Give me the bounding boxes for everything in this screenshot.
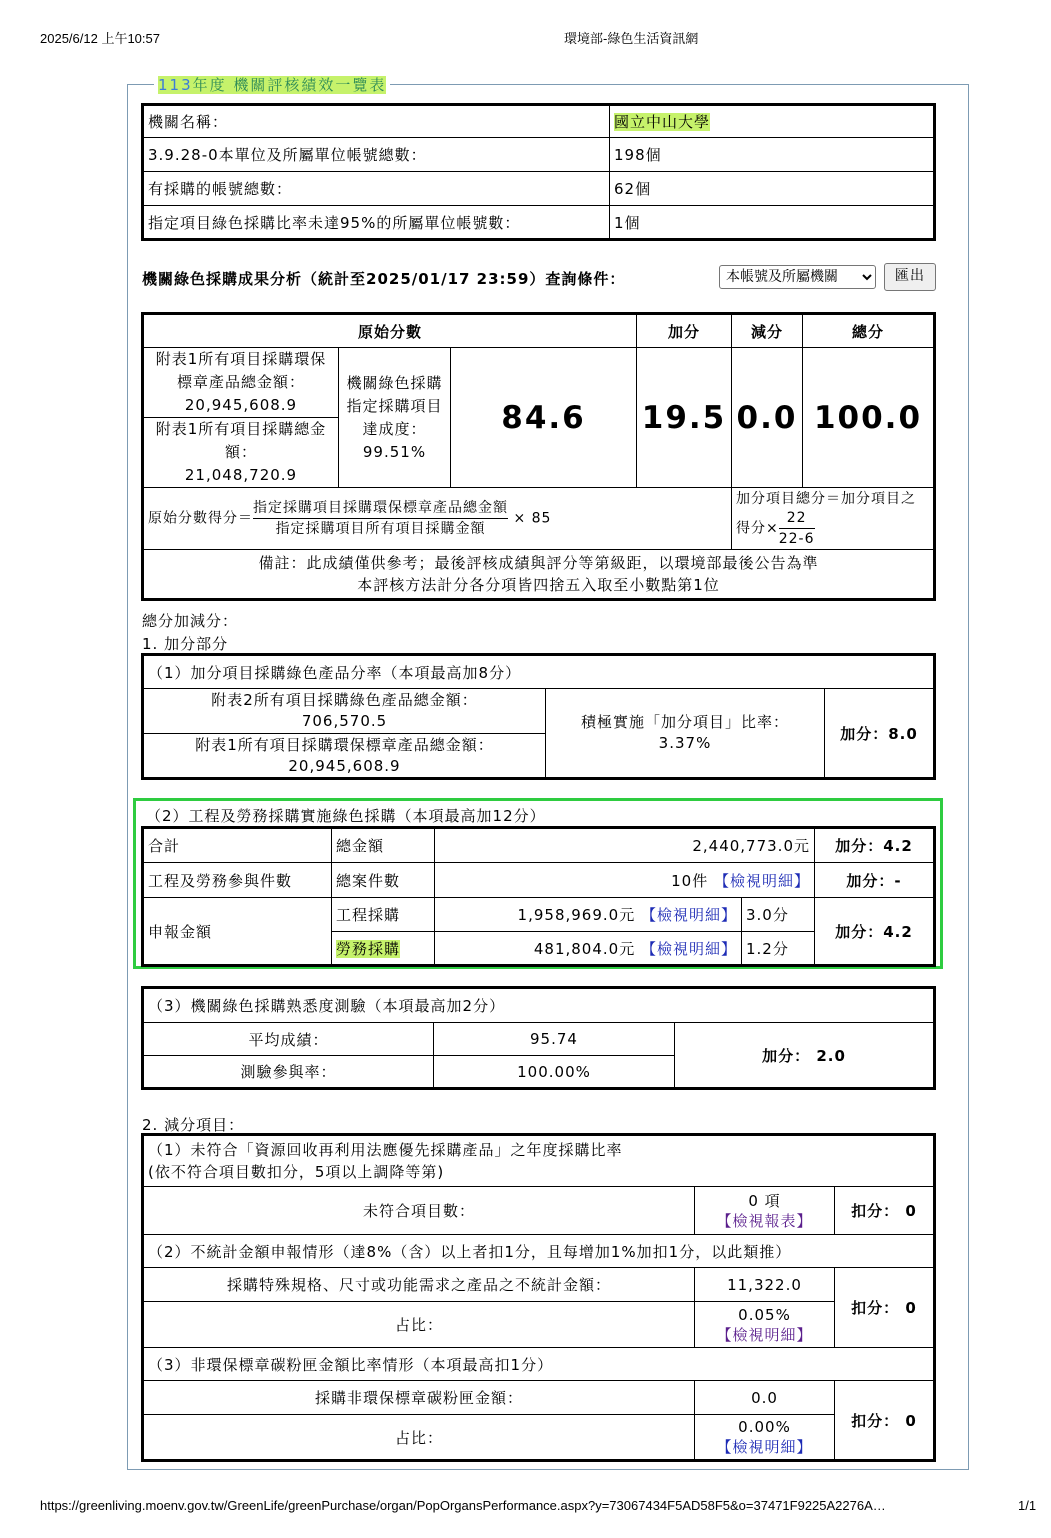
org-name-value: 國立中山大學 xyxy=(610,105,935,138)
add2-total-score: 加分：4.2 xyxy=(815,828,935,863)
sub2-detail-link[interactable]: 【檢視明細】 xyxy=(716,1325,813,1344)
add-score: 19.5 xyxy=(637,348,732,488)
sub3-amount-label: 採購非環保標章碳粉匣金額： xyxy=(143,1381,695,1415)
sub2-score: 扣分： 0 xyxy=(835,1268,935,1348)
print-page: 1/1 xyxy=(1018,1498,1037,1513)
add2-cases-score: 加分：- xyxy=(815,863,935,898)
add3-score: 加分： 2.0 xyxy=(675,1023,935,1089)
purchase-account-label: 有採購的帳號總數： xyxy=(143,172,610,206)
add2-engineering: 1,958,969.0元 【檢視明細】 xyxy=(435,898,742,932)
sub1-label: 未符合項目數： xyxy=(143,1187,695,1235)
add2-engineering-detail-link[interactable]: 【檢視明細】 xyxy=(640,906,737,924)
raw-score: 84.6 xyxy=(451,348,637,488)
add2-total-amount: 2,440,773.0元 xyxy=(435,828,815,863)
below95-label: 指定項目綠色採購比率未達95%的所屬單位帳號數： xyxy=(143,206,610,240)
add3-table xyxy=(141,986,936,1090)
add2-engineering-label: 工程採購 xyxy=(332,898,435,932)
query-condition-select[interactable] xyxy=(719,265,876,289)
add2-service: 481,804.0元 【檢視明細】 xyxy=(435,932,742,966)
add3-participation-label: 測驗參與率： xyxy=(143,1056,434,1089)
sub3-amount-value: 0.0 xyxy=(695,1381,835,1415)
purchase-account-value: 62個 xyxy=(610,172,935,206)
add-section-heading: 1. 加分部分 xyxy=(142,635,229,653)
sub-score: 0.0 xyxy=(732,348,803,488)
org-name-label: 機關名稱： xyxy=(143,105,610,138)
add2-table xyxy=(141,826,936,967)
deduction-table xyxy=(141,1133,936,1462)
add3-title: （3）機關綠色採購熟悉度測驗（本項最高加2分） xyxy=(143,988,935,1023)
add2-cases: 10件 【檢視明細】 xyxy=(435,863,815,898)
sub2-amount-label: 採購特殊規格、尺寸或功能需求之產品之不統計金額： xyxy=(143,1268,695,1302)
add2-total-label: 合計 xyxy=(143,828,332,863)
add3-avg-label: 平均成績： xyxy=(143,1023,434,1056)
add-header: 加分 xyxy=(637,314,732,348)
org-info-table xyxy=(141,103,936,241)
sub3-detail-link[interactable]: 【檢視明細】 xyxy=(716,1438,813,1456)
add2-service-points: 1.2分 xyxy=(742,932,815,966)
add2-cases-detail-link[interactable]: 【檢視明細】 xyxy=(713,871,810,890)
analysis-title: 機關綠色採購成果分析（統計至2025/01/17 23:59）查詢條件： xyxy=(142,270,626,288)
raw-score-header: 原始分數 xyxy=(143,314,637,348)
add2-title: （2）工程及勞務採購實施綠色採購（本項最高加12分） xyxy=(146,807,546,825)
raw-score-formula: 原始分數得分＝ $\frac{\text{指定採購項目採購環保標章產品總金額}}{\text{指定採購項目所有項目採購金額}}$ × 85 xyxy=(143,488,732,550)
add-score-formula: 加分項目總分＝加分項目之得分× $\frac{22}{22-6}$ xyxy=(732,488,935,550)
sub1-value: 0 項 【檢視報表】 xyxy=(695,1187,835,1235)
below95-value: 1個 xyxy=(610,206,935,240)
add3-avg-value: 95.74 xyxy=(434,1023,675,1056)
sub-header: 減分 xyxy=(732,314,803,348)
sub3-ratio-label: 占比： xyxy=(143,1415,695,1461)
add1-eco-amount: 附表1所有項目採購環保標章產品總金額： 20,945,608.9 xyxy=(143,734,546,779)
add1-ratio: 積極實施「加分項目」比率： 3.37% xyxy=(546,689,825,779)
add2-total-amount-label: 總金額 xyxy=(332,828,435,863)
sub1-title: （1）未符合「資源回收再利用法應優先採購產品」之年度採購比率 (依不符合項目數扣分，5項以上調降等第) xyxy=(143,1135,935,1187)
table1-eco-amount: 附表1所有項目採購環保標章產品總金額： 20,945,608.9 xyxy=(143,348,339,418)
sub2-title: （2）不統計金額申報情形（達8%（含）以上者扣1分，且每增加1%加扣1分，以此類推） xyxy=(143,1235,935,1268)
report-legend: 113年度 機關評核績效一覽表 xyxy=(154,74,390,95)
sub3-ratio-value: 0.00% 【檢視明細】 xyxy=(695,1415,835,1461)
print-datetime: 2025/6/12 上午10:57 xyxy=(40,31,160,46)
sub2-ratio-value: 0.05% 【檢視明細】 xyxy=(695,1302,835,1348)
sub3-score: 扣分： 0 xyxy=(835,1381,935,1461)
account-total-label: 3.9.28-0本單位及所屬單位帳號總數： xyxy=(143,138,610,172)
add2-declared-label: 申報金額 xyxy=(143,898,332,966)
add1-green-amount: 附表2所有項目採購綠色產品總金額： 706,570.5 xyxy=(143,689,546,734)
add1-table xyxy=(141,653,936,780)
sub2-ratio-label: 占比： xyxy=(143,1302,695,1348)
export-button[interactable]: 匯出 xyxy=(884,263,936,291)
add2-service-label: 勞務採購 xyxy=(332,932,435,966)
print-title: 環境部-綠色生活資訊網 xyxy=(564,31,699,46)
add2-engineering-points: 3.0分 xyxy=(742,898,815,932)
total-score: 100.0 xyxy=(803,348,935,488)
score-table xyxy=(141,312,936,601)
add2-service-detail-link[interactable]: 【檢視明細】 xyxy=(640,939,737,958)
table1-total-amount: 附表1所有項目採購總金額： 21,048,720.9 xyxy=(143,418,339,488)
sub3-title: （3）非環保標章碳粉匣金額比率情形（本項最高扣1分） xyxy=(143,1348,935,1381)
add2-cases-label: 工程及勞務參與件數 xyxy=(143,863,332,898)
sub1-report-link[interactable]: 【檢視報表】 xyxy=(716,1211,813,1230)
achievement-rate: 機關綠色採購指定採購項目達成度： 99.51% xyxy=(339,348,451,488)
add2-cases-total-label: 總案件數 xyxy=(332,863,435,898)
total-header: 總分 xyxy=(803,314,935,348)
add1-title: （1）加分項目採購綠色產品分率（本項最高加8分） xyxy=(143,655,935,689)
add2-declared-score: 加分：4.2 xyxy=(815,898,935,966)
print-url: https://greenliving.moenv.gov.tw/GreenLife/greenPurchase/organ/PopOrgansPerformance.aspx?y=73067434F5AD58F5&o=37471F9225A2276A… xyxy=(40,1498,886,1513)
score-note: 備註：此成績僅供參考；最後評核成績與評分等第級距，以環境部最後公告為準 本評核方法計分各分項皆四捨五入取至小數點第1位 xyxy=(143,550,935,600)
sub2-amount-value: 11,322.0 xyxy=(695,1268,835,1302)
sub1-score: 扣分： 0 xyxy=(835,1187,935,1235)
sub-section-heading: 2. 減分項目： xyxy=(142,1116,245,1134)
total-adjust-heading: 總分加減分： xyxy=(142,612,239,630)
add1-score: 加分：8.0 xyxy=(825,689,935,779)
add3-participation-value: 100.00% xyxy=(434,1056,675,1089)
account-total-value: 198個 xyxy=(610,138,935,172)
